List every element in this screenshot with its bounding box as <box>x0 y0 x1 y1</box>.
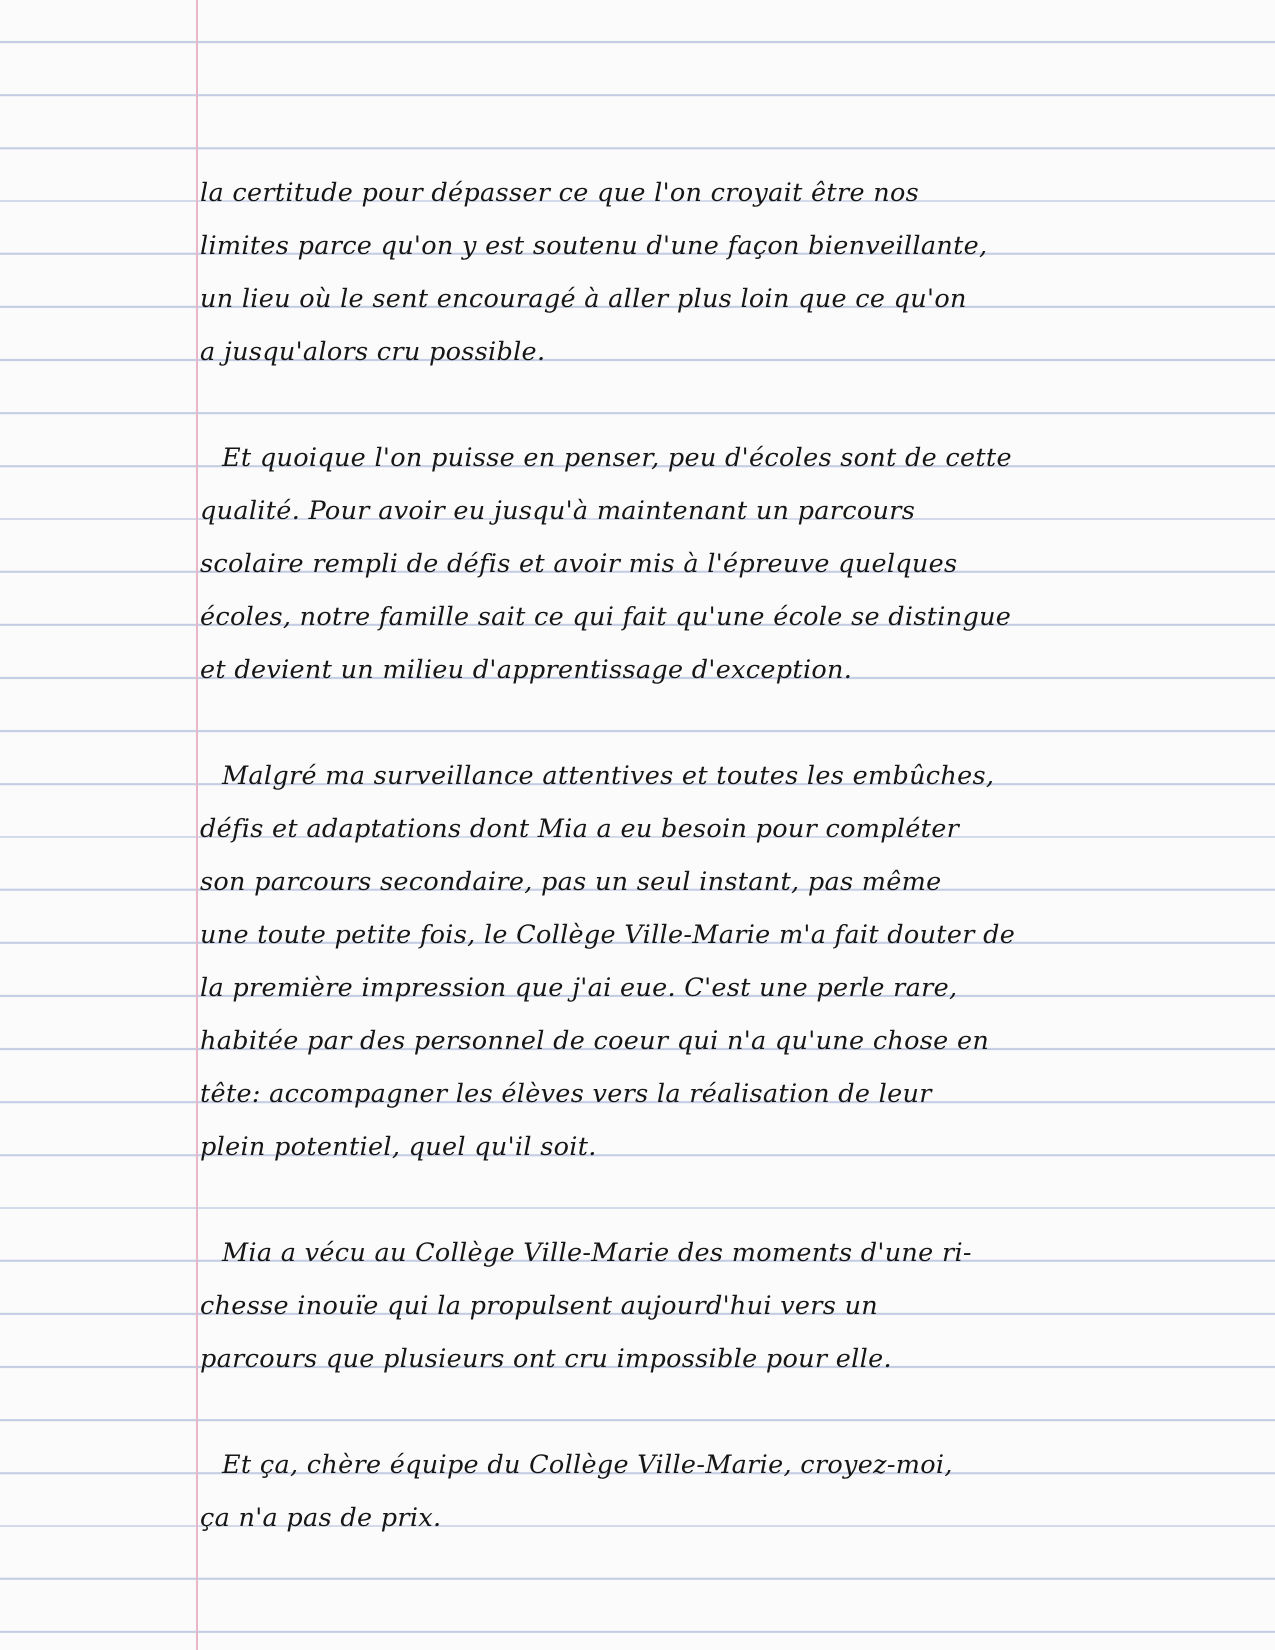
text-line: la première impression que j'ai eue. C'est une perle rare, <box>200 973 958 1003</box>
paragraph-gap <box>200 1174 1245 1227</box>
text-line: parcours que plusieurs ont cru impossible pour elle. <box>200 1344 892 1374</box>
paragraph-gap <box>200 1386 1245 1439</box>
margin-rule <box>196 0 198 1650</box>
handwritten-letter-body <box>200 167 1245 1545</box>
paragraph-gap <box>200 379 1245 432</box>
text-line: ça n'a pas de prix. <box>200 1503 442 1533</box>
text-line: Et quoique l'on puisse en penser, peu d'écoles sont de cette <box>222 443 1012 473</box>
text-line: a jusqu'alors cru possible. <box>200 337 546 367</box>
text-line: Mia a vécu au Collège Ville-Marie des moments d'une ri- <box>222 1238 972 1268</box>
text-line: Malgré ma surveillance attentives et toutes les embûches, <box>222 761 995 791</box>
text-line: chesse inouïe qui la propulsent aujourd'hui vers un <box>200 1291 879 1321</box>
text-line: limites parce qu'on y est soutenu d'une façon bienveillante, <box>200 231 988 261</box>
text-line: et devient un milieu d'apprentissage d'exception. <box>200 655 853 685</box>
text-line: un lieu où le sent encouragé à aller plus loin que ce qu'on <box>200 284 967 314</box>
paragraph-gap <box>200 697 1245 750</box>
text-line: tête: accompagner les élèves vers la réalisation de leur <box>200 1079 932 1109</box>
paragraph-5 <box>200 1439 1245 1545</box>
paragraph-2 <box>200 432 1245 697</box>
text-line: son parcours secondaire, pas un seul instant, pas même <box>200 867 942 897</box>
paragraph-1 <box>200 167 1245 379</box>
text-line: habitée par des personnel de coeur qui n'a qu'une chose en <box>200 1026 990 1056</box>
paragraph-3 <box>200 750 1245 1174</box>
paragraph-4 <box>200 1227 1245 1386</box>
text-line: qualité. Pour avoir eu jusqu'à maintenant un parcours <box>200 496 916 526</box>
text-line: une toute petite fois, le Collège Ville-Marie m'a fait douter de <box>200 920 1016 950</box>
text-line: plein potentiel, quel qu'il soit. <box>200 1132 597 1162</box>
text-line: défis et adaptations dont Mia a eu besoin pour compléter <box>200 814 960 844</box>
text-line: scolaire rempli de défis et avoir mis à l'épreuve quelques <box>200 549 958 579</box>
text-line: la certitude pour dépasser ce que l'on croyait être nos <box>200 178 920 208</box>
text-line: Et ça, chère équipe du Collège Ville-Marie, croyez-moi, <box>222 1450 953 1480</box>
text-line: écoles, notre famille sait ce qui fait qu'une école se distingue <box>200 602 1012 632</box>
